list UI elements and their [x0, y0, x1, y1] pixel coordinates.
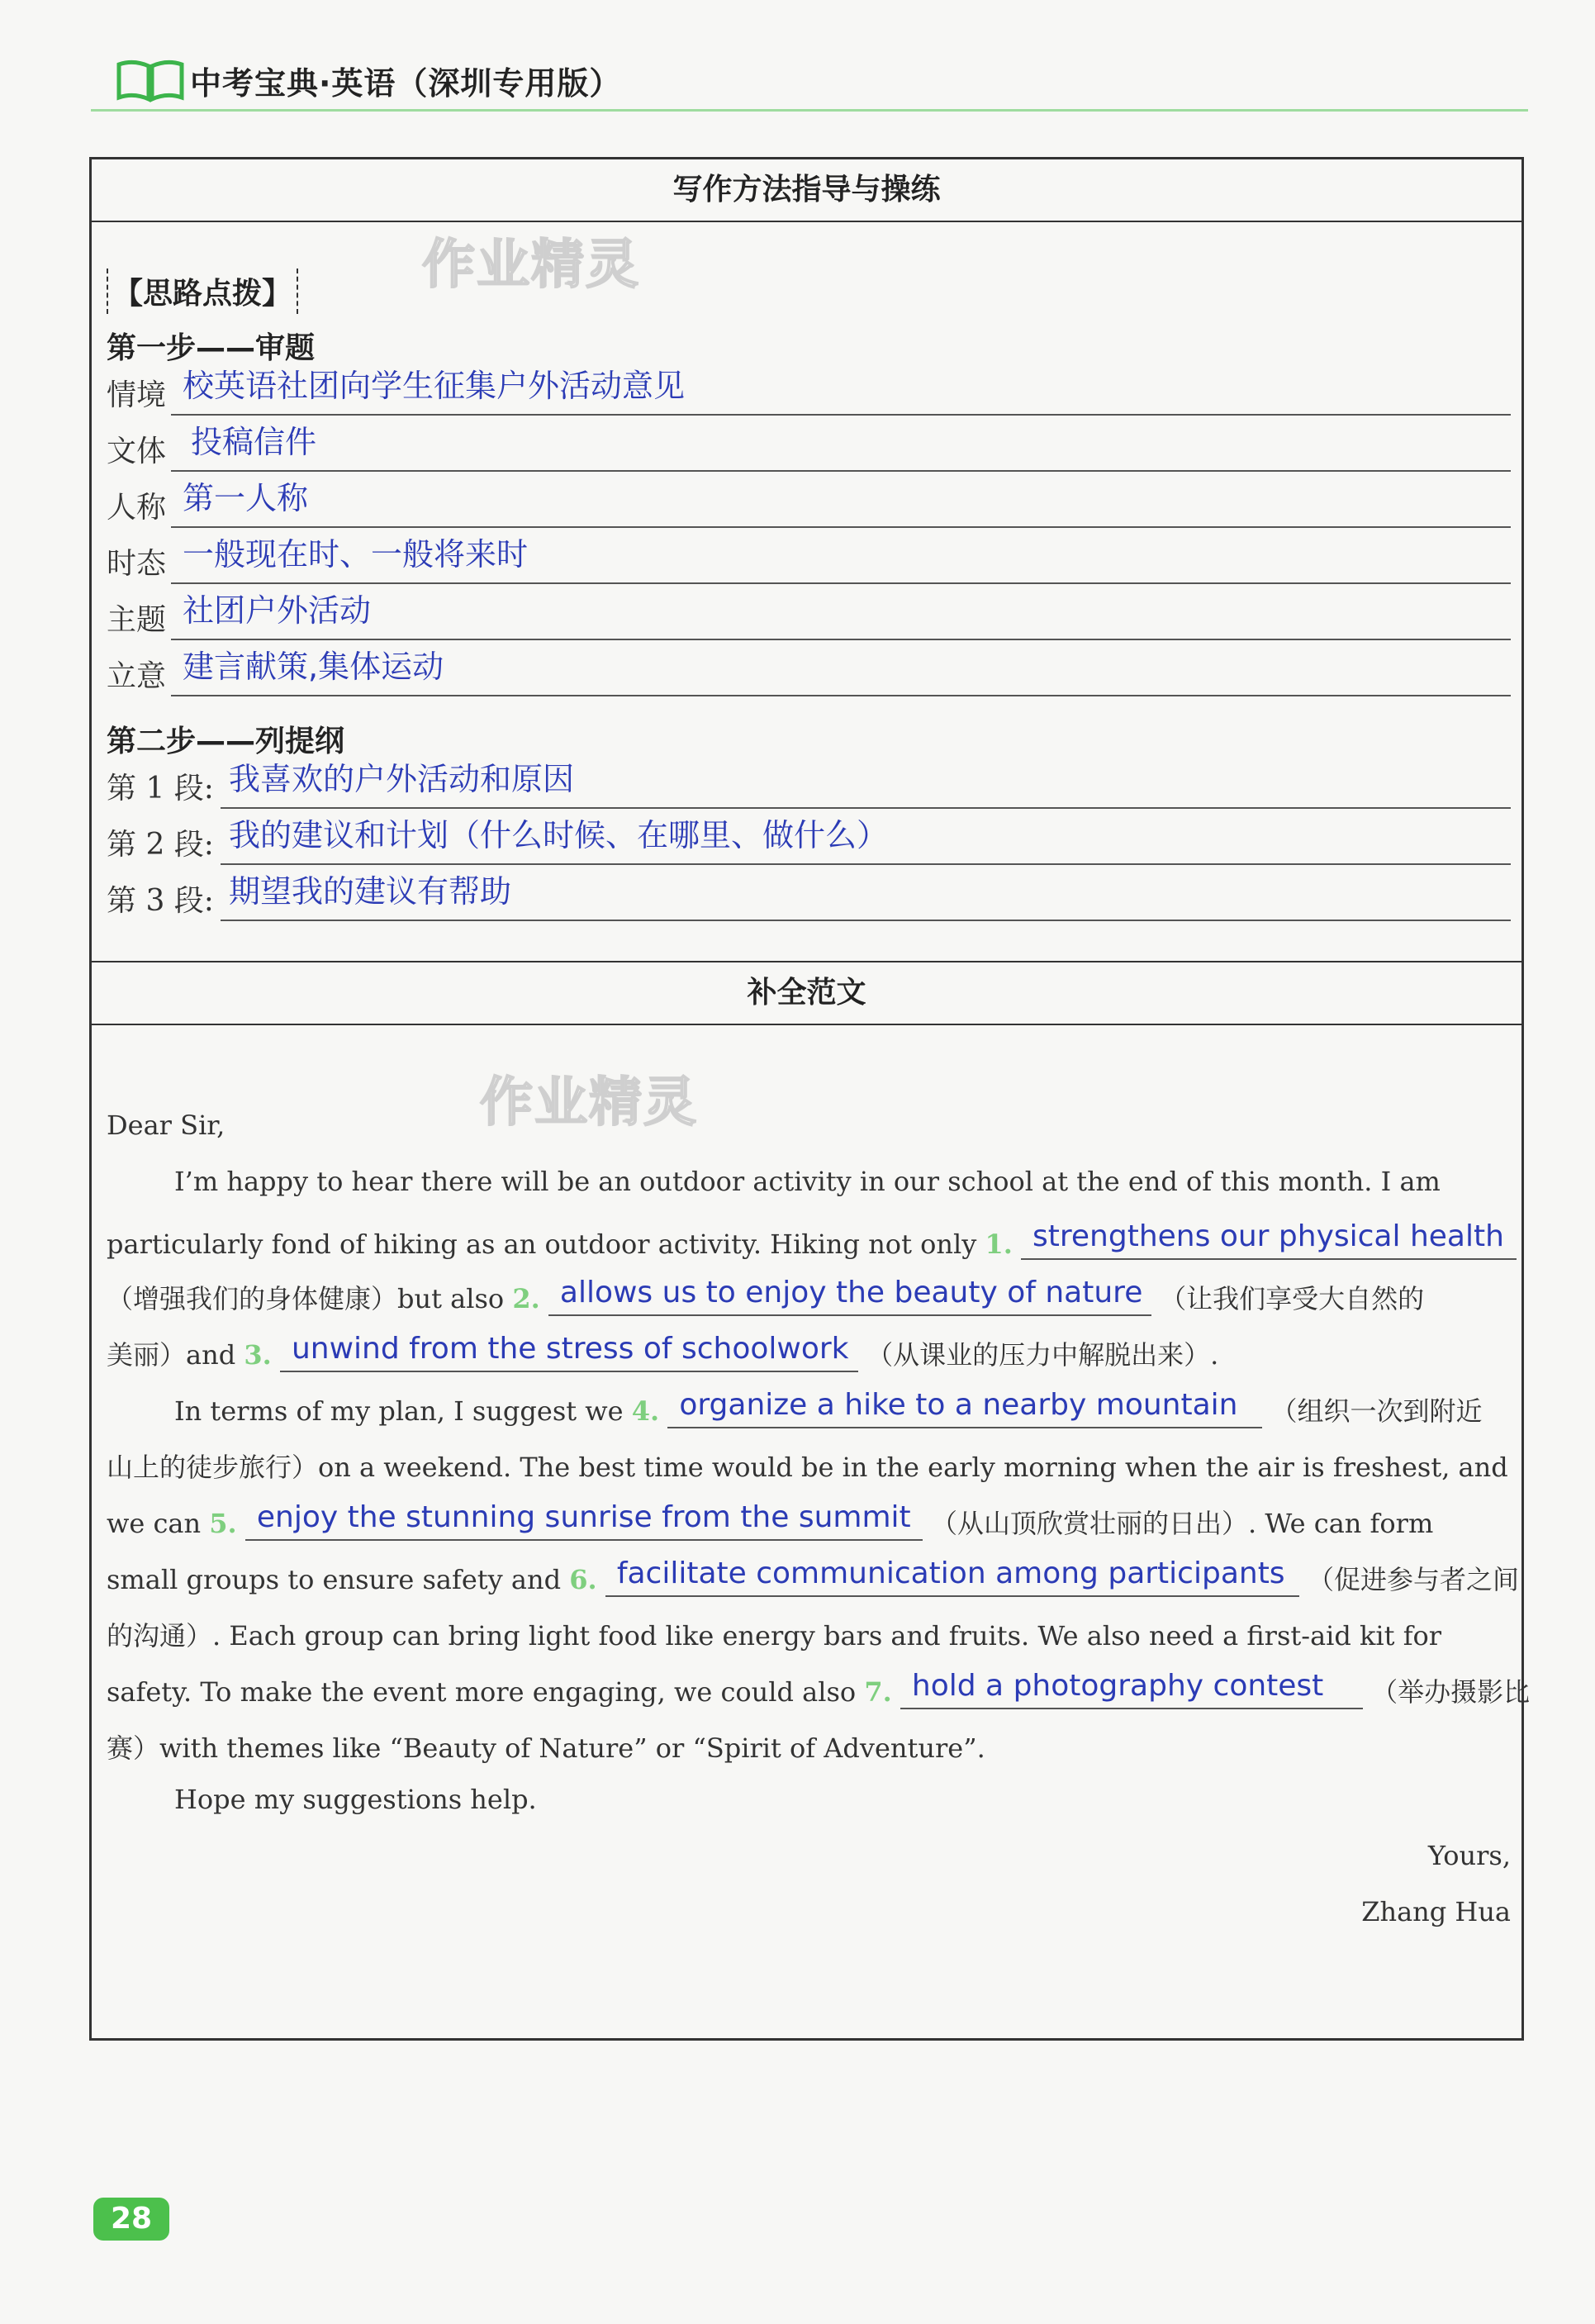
- section-heading-writing-guide: 写作方法指导与操练: [672, 173, 941, 207]
- letter-text: In terms of my plan, I suggest we: [174, 1395, 624, 1427]
- blank-1: [1021, 1219, 1517, 1260]
- letter-text: （举办摄影比: [1371, 1676, 1531, 1708]
- analysis-row: [107, 535, 1511, 584]
- letter-line: 山上的徒步旅行）on a weekend. The best time would be in the early morning when the air is freshest, and: [107, 1452, 1508, 1483]
- blank-answer: organize a hike to a nearby mountain: [679, 1388, 1238, 1422]
- letter-text: （促进参与者之间: [1307, 1564, 1519, 1595]
- analysis-row: [107, 591, 1511, 640]
- content-box: [89, 157, 1531, 2041]
- letter-text: （组织一次到附近: [1270, 1395, 1483, 1427]
- blank-answer: allows us to enjoy the beauty of nature: [559, 1276, 1143, 1309]
- tip-label: 【思路点拨】: [107, 269, 298, 314]
- answer-line: [221, 863, 1511, 865]
- answer-line: [171, 470, 1511, 472]
- outline-row: [107, 872, 1511, 921]
- blank-6: [605, 1556, 1299, 1597]
- blank-7: [900, 1671, 1363, 1709]
- row-answer: 社团户外活动: [183, 592, 372, 629]
- letter-line: [174, 1390, 1511, 1432]
- row-label: 主题: [107, 603, 167, 637]
- answer-line: [221, 920, 1511, 921]
- answer-line: [171, 639, 1511, 640]
- blank-answer: enjoy the stunning sunrise from the summit: [256, 1500, 911, 1534]
- section-heading-complete-essay: 补全范文: [747, 976, 866, 1010]
- greeting: Dear Sir,: [107, 1110, 225, 1141]
- blank-number: 1.: [985, 1229, 1013, 1260]
- row-answer: 建言献策,集体运动: [183, 649, 444, 685]
- answer-line: [171, 695, 1511, 696]
- open-book-icon: [116, 58, 185, 102]
- analysis-row: [107, 647, 1511, 696]
- outline-label: 第 3 段:: [107, 884, 214, 918]
- step-one-heading: 第一步——审题: [107, 331, 316, 365]
- letter-text: （从课业的压力中解脱出来）.: [866, 1339, 1219, 1371]
- row-answer: 校英语社团向学生征集户外活动意见: [183, 368, 686, 404]
- closing: Yours,: [1427, 1840, 1511, 1871]
- answer-line: [171, 526, 1511, 528]
- blank-number: 6.: [569, 1564, 597, 1595]
- blank-number: 2.: [512, 1283, 540, 1314]
- row-label: 情境: [107, 378, 167, 412]
- letter-line: [107, 1278, 1511, 1319]
- answer-line: [171, 582, 1511, 584]
- letter-text: particularly fond of hiking as an outdoor activity. Hiking not only: [107, 1229, 977, 1260]
- blank-answer: hold a photography contest: [911, 1669, 1324, 1703]
- header-rule: [91, 109, 1528, 112]
- watermark: 作业精灵: [480, 1072, 698, 1133]
- analysis-row: [107, 366, 1511, 416]
- blank-answer: strengthens our physical health: [1032, 1219, 1504, 1253]
- outline-label: 第 2 段:: [107, 828, 214, 862]
- page-header: [91, 41, 1528, 116]
- divider: [92, 221, 1521, 222]
- signature: Zhang Hua: [1361, 1896, 1511, 1927]
- letter-line: 赛）with themes like “Beauty of Nature” or “Spirit of Adventure”.: [107, 1732, 985, 1764]
- row-label: 人称: [107, 491, 167, 525]
- letter-text: safety. To make the event more engaging, we could also: [107, 1676, 857, 1708]
- letter-line: I’m happy to hear there will be an outdoor activity in our school at the end of this month. I am: [174, 1166, 1441, 1197]
- outline-row: [107, 759, 1511, 809]
- letter-text: （从山顶欣赏壮丽的日出）. We can form: [931, 1508, 1434, 1539]
- row-answer: 一般现在时、一般将来时: [183, 536, 529, 573]
- letter-text: small groups to ensure safety and: [107, 1564, 562, 1595]
- blank-3: [280, 1334, 858, 1372]
- row-label: 时态: [107, 547, 167, 581]
- letter-text: we can: [107, 1508, 202, 1539]
- letter-line: [107, 1500, 1511, 1544]
- answer-line: [171, 414, 1511, 416]
- row-answer: 第一人称: [183, 480, 309, 516]
- outline-answer: 我喜欢的户外活动和原因: [229, 761, 575, 797]
- watermark: 作业精灵: [422, 235, 640, 296]
- step-two-heading: 第二步——列提纲: [107, 725, 345, 758]
- row-answer: 投稿信件: [191, 424, 317, 460]
- row-label: 立意: [107, 659, 167, 693]
- blank-number: 7.: [864, 1676, 892, 1708]
- blank-number: 4.: [631, 1395, 660, 1427]
- analysis-row: [107, 478, 1511, 528]
- analysis-row: [107, 422, 1511, 472]
- letter-line: [107, 1219, 1511, 1263]
- outline-answer: 我的建议和计划（什么时候、在哪里、做什么）: [229, 817, 889, 853]
- divider: [92, 1024, 1521, 1025]
- outline-answer: 期望我的建议有帮助: [229, 873, 512, 910]
- blank-2: [548, 1278, 1151, 1316]
- letter-line: [107, 1556, 1519, 1600]
- letter-line: 的沟通）. Each group can bring light food like energy bars and fruits. We also need a first-aid kit for: [107, 1620, 1442, 1652]
- answer-line: [221, 807, 1511, 809]
- blank-5: [245, 1500, 923, 1541]
- page-number: 28: [93, 2198, 169, 2241]
- outline-row: [107, 815, 1511, 865]
- letter-line: Hope my suggestions help.: [174, 1784, 537, 1815]
- outline-label: 第 1 段:: [107, 772, 214, 806]
- letter-text: （增强我们的身体健康）but also: [107, 1283, 505, 1314]
- blank-4: [667, 1390, 1262, 1428]
- row-label: 文体: [107, 435, 167, 468]
- blank-number: 5.: [209, 1508, 237, 1539]
- letter-text: （让我们享受大自然的: [1160, 1283, 1425, 1314]
- letter-line: [107, 1669, 1531, 1713]
- book-title: 中考宝典·英语（深圳专用版）: [190, 65, 622, 102]
- blank-number: 3.: [244, 1339, 272, 1371]
- blank-answer: facilitate communication among participants: [616, 1556, 1285, 1590]
- blank-answer: unwind from the stress of schoolwork: [291, 1332, 849, 1366]
- letter-line: [107, 1334, 1511, 1376]
- letter-text: 美丽）and: [107, 1339, 236, 1371]
